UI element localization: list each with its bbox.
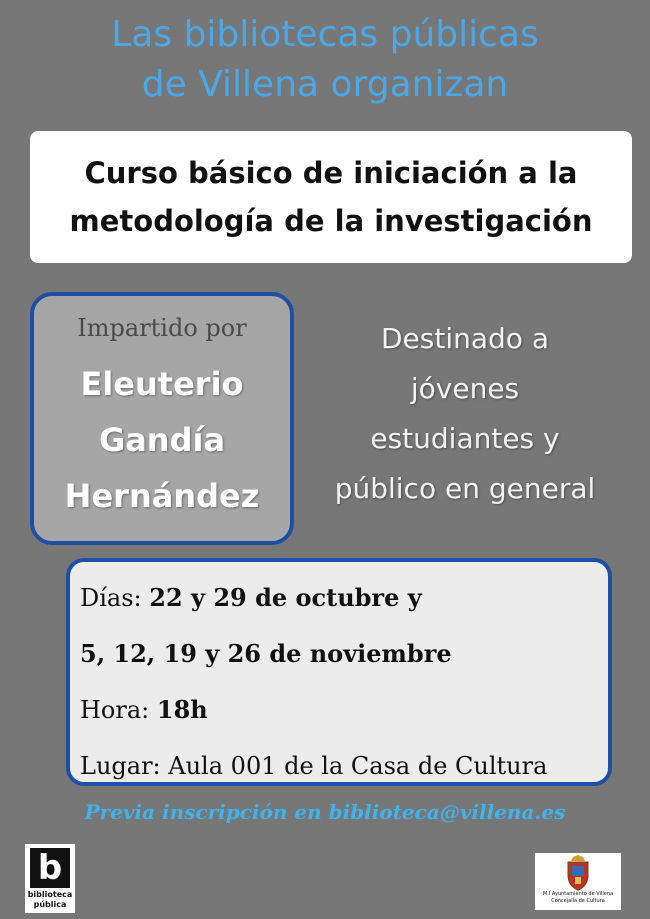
course-title-line-2: metodología de la investigación [69,204,593,238]
library-logo-text-1: biblioteca [27,890,73,899]
audience-line-3: estudiantes y [370,422,560,455]
days-value-1: 22 y 29 de octubre y [149,583,422,612]
crest-icon [563,855,593,891]
speaker-name-line-2: Gandía [98,421,226,459]
speaker-label: Impartido por [77,314,247,342]
course-title-box [30,131,632,263]
days-value-2: 5, 12, 19 y 26 de noviembre [80,639,452,668]
days-label: Días: [80,584,150,612]
audience-text [300,314,630,514]
header-line-1: Las bibliotecas públicas [111,14,539,55]
audience-line-1: Destinado a [381,322,549,355]
council-logo-text-2: Concejalía de Cultura [551,898,605,904]
speaker-name [34,356,290,524]
time-value: 18h [156,695,208,724]
days-line-2 [80,626,608,682]
time-line [80,682,608,738]
poster-header [0,10,650,110]
place-label: Lugar: [80,752,169,780]
library-logo-mark: b [30,848,70,888]
library-logo [25,844,75,913]
header-line-2: de Villena organizan [141,64,509,105]
speaker-box [30,292,294,545]
course-title-line-1: Curso básico de iniciación a la [84,156,578,190]
registration-note: Previa inscripción en biblioteca@villena.es [84,800,566,824]
library-logo-text-2: pública [33,900,67,909]
place-line [80,738,608,794]
audience-line-2: jóvenes [410,372,520,405]
time-label: Hora: [80,696,157,724]
speaker-name-line-3: Hernández [64,477,260,515]
details-box [66,558,612,786]
council-logo [535,853,621,910]
council-logo-text-1: M.I Ayuntamiento de Villena [542,891,614,897]
audience-line-4: público en general [334,472,596,505]
speaker-name-line-1: Eleuterio [80,365,244,403]
place-value: Aula 001 de la Casa de Cultura [168,752,548,780]
days-line [80,570,608,626]
